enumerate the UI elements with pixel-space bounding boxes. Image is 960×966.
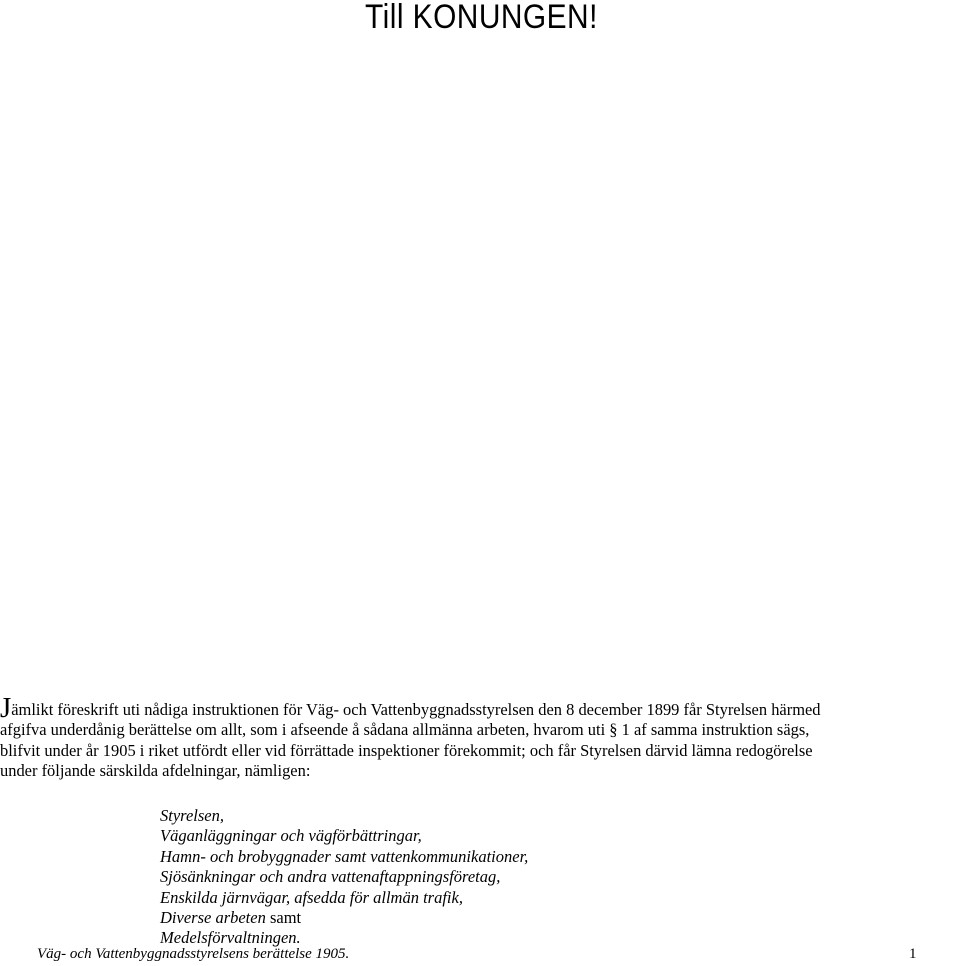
drop-cap: J [0, 692, 12, 724]
division-item-sjosankningar: Sjösänkningar och andra vattenaftappningsföretag, [160, 867, 501, 887]
paragraph-line [0, 692, 957, 724]
division-item-diverse-arbeten [160, 908, 528, 928]
page-number: 1 [909, 946, 917, 962]
paragraph-line: blifvit under år 1905 i riket utfördt eller vid förrättade inspektioner förekommit; och får Styrelsen därvid lämna redogörelse [0, 740, 813, 760]
divisions-list [160, 806, 528, 949]
division-item-medelsforvaltningen: Medelsförvaltningen. [160, 928, 301, 948]
running-title: Väg- och Vattenbyggnadsstyrelsens berättelse 1905. [37, 946, 350, 962]
division-item-enskilda-jarnvagar: Enskilda järnvägar, afsedda för allmän trafik, [160, 887, 463, 907]
intro-paragraph [0, 692, 960, 781]
page-title: Till KONUNGEN! [365, 0, 598, 36]
paragraph-line: afgifva underdånig berättelse om allt, som i afseende å sådana allmänna arbeten, hvarom uti § 1 af samma instruktion sägs, [0, 720, 810, 740]
division-item-vaganlaggningar: Väganläggningar och vägförbättringar, [160, 826, 422, 846]
paragraph-line-text: ämlikt föreskrift uti nådiga instruktionen för Väg- och Vattenbyggnadsstyrelsen den 8 december 1899 får Styrelsen härmed [11, 700, 821, 719]
division-item-diverse-text: Diverse arbeten [160, 908, 266, 928]
conjunction-samt: samt [269, 908, 302, 928]
division-item-hamn-brobyggnader: Hamn- och brobyggnader samt vattenkommunikationer, [160, 846, 529, 866]
page-footer [0, 944, 960, 964]
division-item-styrelsen: Styrelsen, [160, 806, 224, 825]
paragraph-line: under följande särskilda afdelningar, nämligen: [0, 760, 311, 780]
